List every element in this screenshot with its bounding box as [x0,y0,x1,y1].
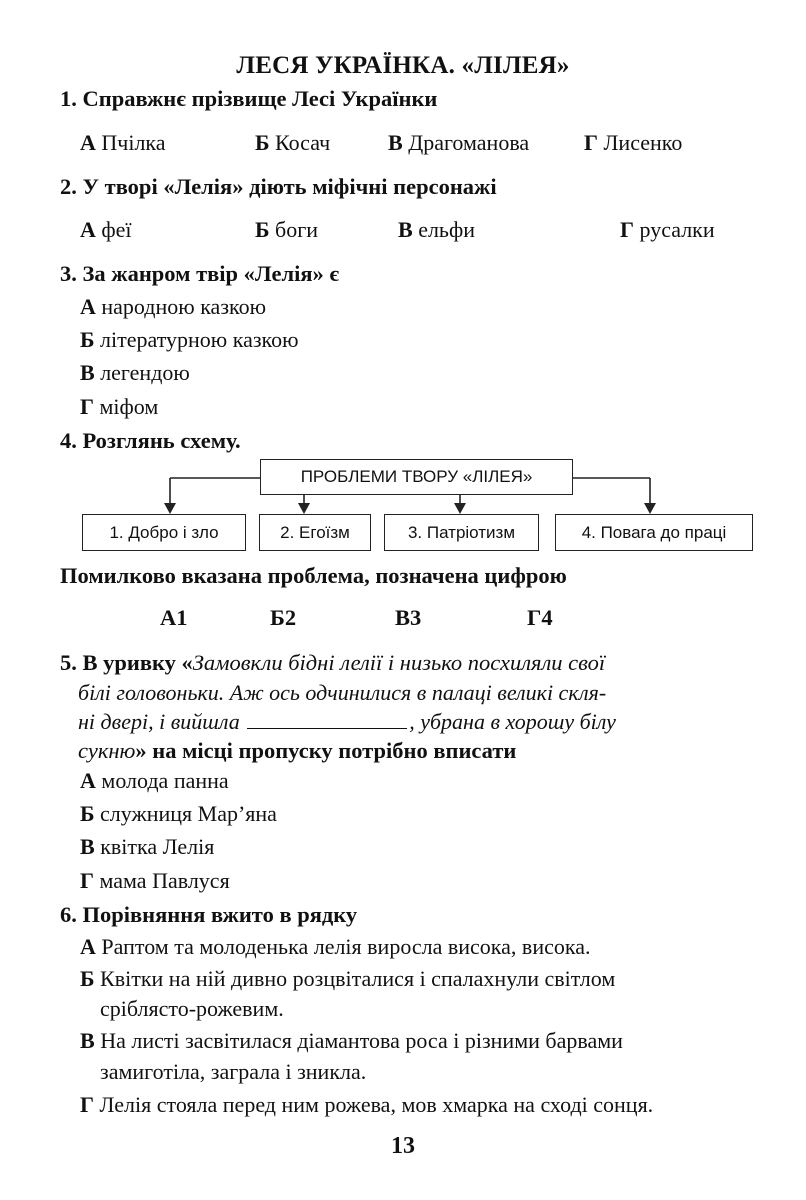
q1-option-a: А Пчілка [80,130,166,155]
question-5-line-2: білі головоньки. Аж ось одчинилися в палаці великі скля- [78,680,607,705]
q2-option-a: А феї [80,217,132,242]
question-3: 3. За жанром твір «Лелія» є [60,261,340,286]
q2-option-b: Б боги [255,217,319,242]
question-2: 2. У творі «Лелія» діють міфічні персонажі [60,174,497,199]
q5-option-a: А молода панна [80,768,229,793]
diagram-item-4: 4. Повага до праці [555,514,753,551]
diagram-item-3: 3. Патріотизм [384,514,539,551]
q5-option-b: Б служниця Мар’яна [80,801,277,826]
question-6: 6. Порівняння вжито в рядку [60,902,358,927]
q1-option-c: В Драгоманова [388,130,530,155]
q1-option-b: Б Косач [255,130,331,155]
q3-option-c: В легендою [80,360,190,385]
q4-option-d: Г4 [527,605,553,630]
q4-option-c: В3 [395,605,422,630]
q3-option-a: А народною казкою [80,294,267,319]
q5-option-c: В квітка Лелія [80,834,215,859]
q2-option-c: В ельфи [398,217,475,242]
q6-option-d: Г Лелія стояла перед ним рожева, мов хмарка на сході сонця. [80,1092,654,1117]
q6-option-c-cont: замиготіла, заграла і зникла. [100,1059,367,1084]
page-title: ЛЕСЯ УКРАЇНКА. «ЛІЛЕЯ» [236,52,570,79]
diagram-top-box: ПРОБЛЕМИ ТВОРУ «ЛІЛЕЯ» [260,459,573,495]
page-number: 13 [391,1133,415,1159]
q6-option-a: А Раптом та молоденька лелія виросла висока, висока. [80,934,591,959]
q5-option-d: Г мама Павлуся [80,868,230,893]
diagram-item-1: 1. Добро і зло [82,514,246,551]
q4-option-a: А1 [160,605,188,630]
q1-option-d: Г Лисенко [584,130,683,155]
question-5-line-3: ні двері, і вийшла , убрана в хорошу білу [78,709,616,734]
question-4: 4. Розглянь схему. [60,428,241,453]
question-1: 1. Справжнє прізвище Лесі Українки [60,86,438,111]
answer-blank [247,710,407,729]
question-5-line-4: сукню» на місці пропуску потрібно вписати [78,738,517,763]
q2-option-d: Г русалки [620,217,715,242]
q6-option-c: В На листі засвітилася діамантова роса і різними барвами [80,1028,623,1053]
diagram-item-2: 2. Егоїзм [259,514,371,551]
q6-option-b-cont: сріблясто-рожевим. [100,996,284,1021]
q6-option-b: Б Квітки на ній дивно розцвіталися і спалахнули світлом [80,966,616,991]
question-4-prompt: Помилково вказана проблема, позначена цифрою [60,563,567,588]
question-5-line-1: 5. В уривку «Замовкли бідні лелії і низько посхиляли свої [60,650,606,675]
q3-option-d: Г міфом [80,394,159,419]
q4-option-b: Б2 [270,605,297,630]
q3-option-b: Б літературною казкою [80,327,299,352]
